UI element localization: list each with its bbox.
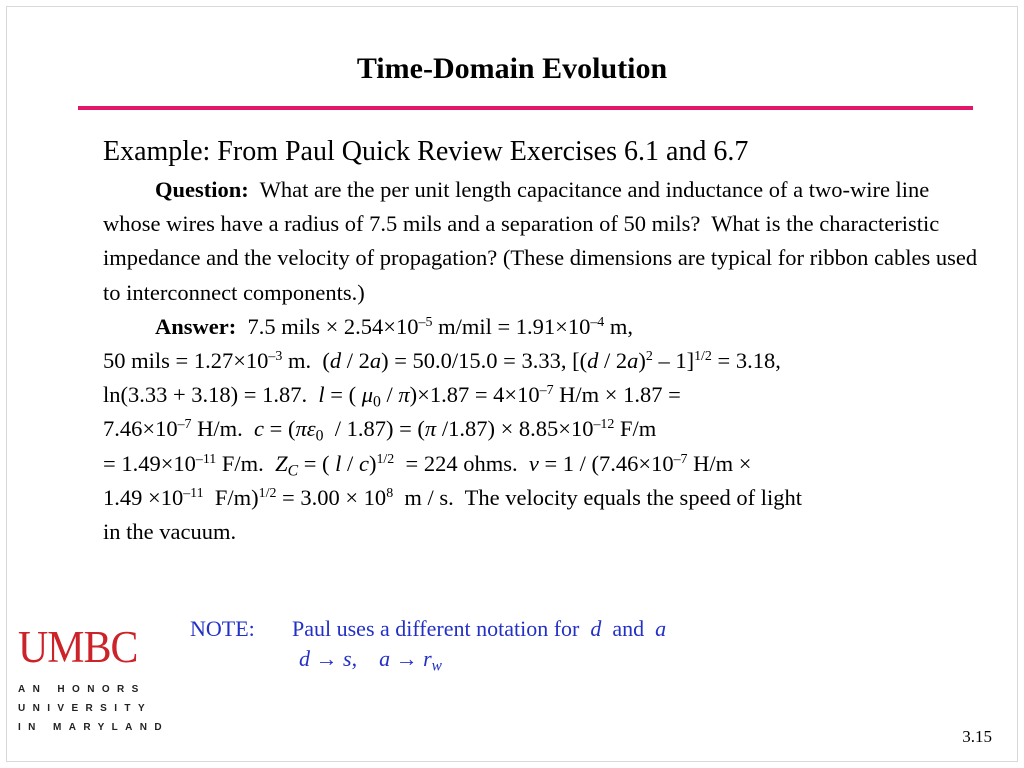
note-line-2: d → s, $a \to r_w$: [299, 646, 442, 675]
note-box: [190, 614, 666, 674]
logo-tagline-1: AN HONORS: [18, 684, 146, 695]
example-heading: Example: From Paul Quick Review Exercises 6.1 and 6.7: [103, 136, 749, 167]
title-underline: [78, 106, 973, 110]
umbc-logo: [18, 622, 170, 733]
question-paragraph: Question: What are the per unit length capacitance and inductance of a two-wire line whose wires have a radius of 7.5 mils and a separation of 50 mils? What is the characteristic impedance and the velocity of propagation? (These dimensions are typical for ribbon cables used to interconnect components.): [103, 177, 978, 305]
note-line-1: Paul uses a different notation for d and a: [292, 616, 667, 641]
note-label: NOTE:: [190, 616, 255, 641]
logo-tagline-3: IN MARYLAND: [18, 722, 170, 733]
logo-wordmark: UMBC: [18, 622, 138, 672]
question-label: Question:: [155, 177, 249, 202]
slide-title: Time-Domain Evolution: [356, 52, 668, 85]
answer-label: Answer:: [155, 313, 237, 339]
answer-paragraph: Answer: 7.5 mils × $2.54\times 10^{-5}$ $m/mil = 1.91\times 10^{-4}$ m, 50 mils = $1.27\times 10^{-3}$ m. (d / 2a) = 50.0/15.0 = 3.33, [(d / 2a)$^2$ – 1]$^{1/2}$ = 3.18, ln(3.33 + 3.18) = 1.87. l = ( $\mu_0 / \pi)\times 1.87 = 4\times 10^{-7}$ H/m × 1.87 = $7.46\times 10^{-7}$ H/m. $c = (\pi\varepsilon_0 / 1.87) = (\pi$ $/1.87) \times 8.85\times 10^{-12}$ F/m = $1.49\times 10^{-11}$ F/m. $Z_C$ = ( l / c)$^{1/2}$ = 224 ohms. $v = 1 / (7.46\times 10^{-7}$ H/m × $1.49 \times 10^{-11}$ $F/m)^{1/2} = 3.00 \times 10^8$ m / s. The velocity equals the speed of light in the vacuum.: [103, 313, 803, 545]
page-number: 3.15: [962, 727, 992, 746]
logo-tagline-2: UNIVERSITY: [18, 703, 153, 714]
slide-body: [103, 132, 983, 549]
